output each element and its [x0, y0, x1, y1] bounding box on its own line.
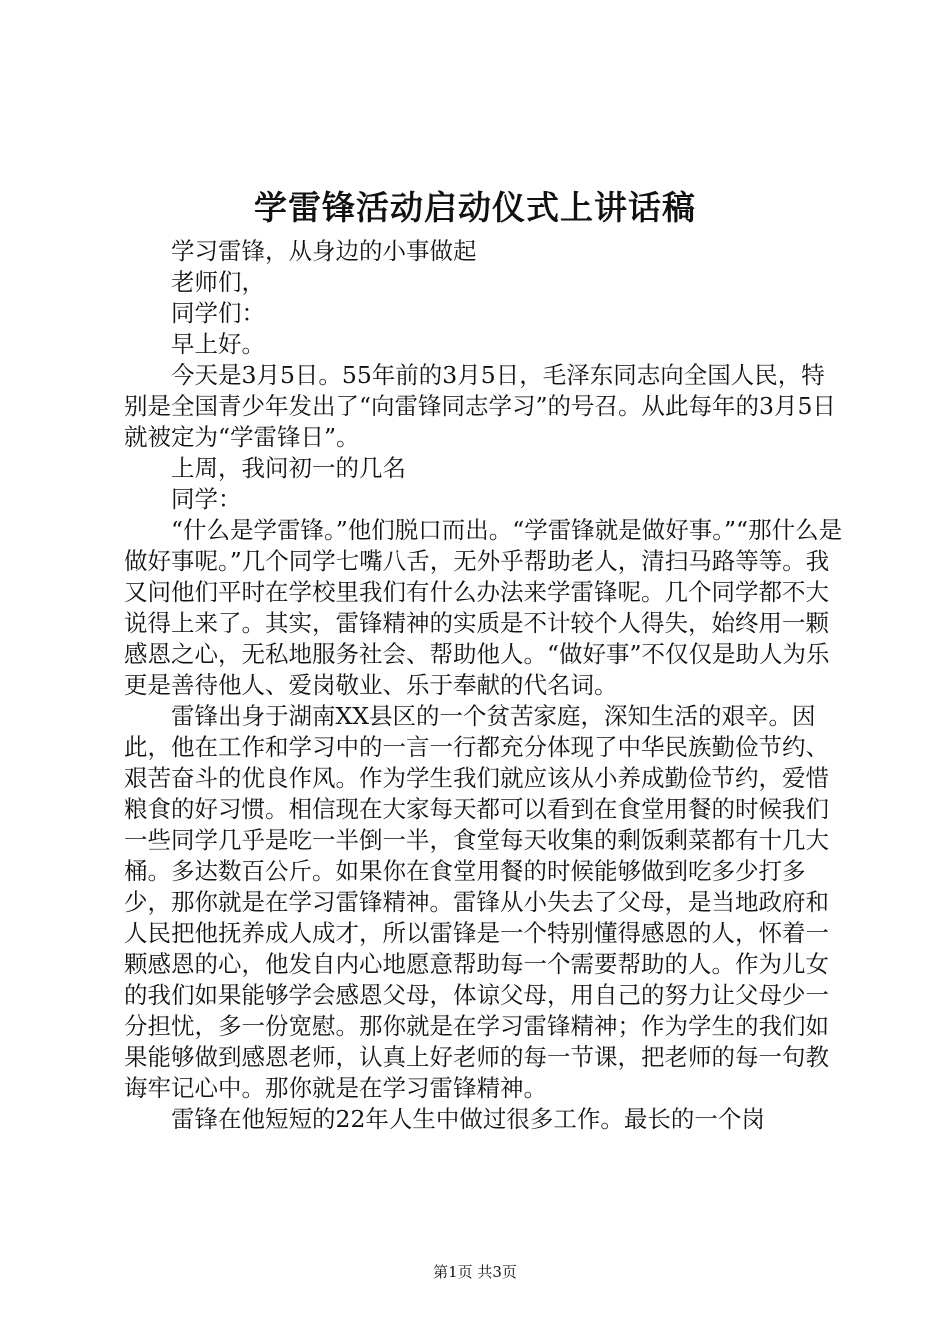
document-body: [124, 236, 844, 1135]
paragraph-lei-feng-work: 雷锋在他短短的22年人生中做过很多工作。最长的一个岗: [171, 1105, 765, 1133]
paragraph-good-morning: 早上好。: [171, 330, 265, 358]
paragraph-lei-feng-background: 雷锋出身于湖南XX县区的一个贫苦家庭，深知生活的艰辛。因此，他在工作和学习中的一言一行都充分体现了中华民族勤俭节约、艰苦奋斗的优良作风。作为学生我们就应该从小养成勤俭节约，爱惜粮食的好习惯。相信现在大家每天都可以看到在食堂用餐的时候我们一些同学几乎是吃一半倒一半，食堂每天收集的剩饭剩菜都有十几大桶。多达数百公斤。如果你在食堂用餐的时候能够做到吃多少打多少，那你就是在学习雷锋精神。雷锋从小失去了父母，是当地政府和人民把他抚养成人成才，所以雷锋是一个特别懂得感恩的人，怀着一颗感恩的心，他发自内心地愿意帮助每一个需要帮助的人。作为儿女的我们如果能够学会感恩父母，体谅父母，用自己的努力让父母少一分担忧，多一份宽慰。那你就是在学习雷锋精神；作为学生的我们如果能够做到感恩老师，认真上好老师的每一节课，把老师的每一句教诲牢记心中。那你就是在学习雷锋精神。: [124, 702, 829, 1102]
paragraph-what-is-learning: “什么是学雷锋。”他们脱口而出。“学雷锋就是做好事。”“那什么是做好事呢。”几个同学七嘴八舌，无外乎帮助老人，清扫马路等等。我又问他们平时在学校里我们有什么办法来学雷锋呢。几个同学都不大说得上来了。其实，雷锋精神的实质是不计较个人得失，始终用一颗感恩之心，无私地服务社会、帮助他人。“做好事”不仅仅是助人为乐更是善待他人、爱岗敬业、乐于奉献的代名词。: [124, 516, 843, 699]
paragraph-greeting-students: 同学们：: [171, 299, 265, 327]
paragraph-subtitle: 学习雷锋，从身边的小事做起: [171, 237, 477, 265]
paragraph-last-week: 上周，我问初一的几名: [171, 454, 406, 482]
page-footer: 第1页 共3页: [433, 1263, 517, 1281]
document-title: 学雷锋活动启动仪式上讲话稿: [254, 188, 696, 227]
paragraph-greeting-teachers: 老师们，: [171, 268, 265, 296]
paragraph-classmates: 同学：: [171, 485, 242, 513]
paragraph-march-fifth: 今天是3月5日。55年前的3月5日，毛泽东同志向全国人民，特别是全国青少年发出了“向雷锋同志学习”的号召。从此每年的3月5日就被定为“学雷锋日”。: [124, 361, 836, 451]
